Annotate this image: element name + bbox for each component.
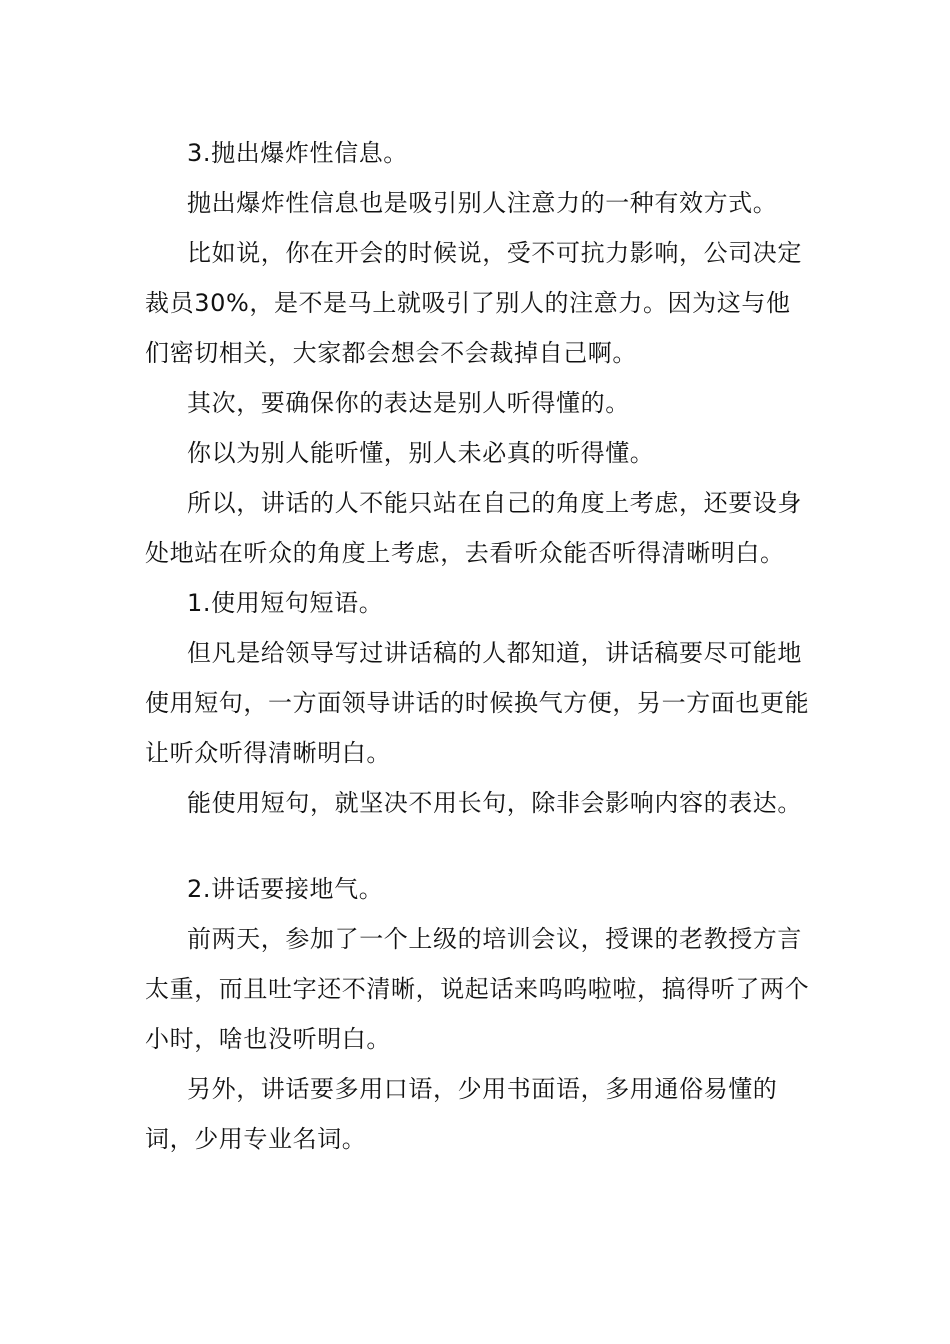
paragraph: 前两天，参加了一个上级的培训会议，授课的老教授方言太重，而且吐字还不清晰，说起话来呜呜啦啦，搞得听了两个小时，啥也没听明白。 bbox=[145, 925, 810, 1053]
paragraph: 其次，要确保你的表达是别人听得懂的。 bbox=[187, 389, 630, 417]
heading-down-to-earth: 2.讲话要接地气。 bbox=[187, 875, 384, 903]
section-gap bbox=[145, 828, 815, 864]
heading-explosive-info: 3.抛出爆炸性信息。 bbox=[187, 139, 408, 167]
paragraph: 比如说，你在开会的时候说，受不可抗力影响，公司决定裁员30%，是不是马上就吸引了别人的注意力。因为这与他们密切相关，大家都会想会不会裁掉自己啊。 bbox=[145, 239, 802, 367]
document-body bbox=[145, 128, 815, 1164]
paragraph: 另外，讲话要多用口语，少用书面语，多用通俗易懂的词，少用专业名词。 bbox=[145, 1075, 778, 1153]
paragraph: 你以为别人能听懂，别人未必真的听得懂。 bbox=[187, 439, 655, 467]
paragraph: 但凡是给领导写过讲话稿的人都知道，讲话稿要尽可能地使用短句，一方面领导讲话的时候换气方便，另一方面也更能让听众听得清晰明白。 bbox=[145, 639, 810, 767]
paragraph: 抛出爆炸性信息也是吸引别人注意力的一种有效方式。 bbox=[187, 189, 778, 217]
paragraph: 能使用短句，就坚决不用长句，除非会影响内容的表达。 bbox=[187, 789, 802, 817]
paragraph: 所以，讲话的人不能只站在自己的角度上考虑，还要设身处地站在听众的角度上考虑，去看听众能否听得清晰明白。 bbox=[145, 489, 802, 567]
heading-short-sentences: 1.使用短句短语。 bbox=[187, 589, 384, 617]
